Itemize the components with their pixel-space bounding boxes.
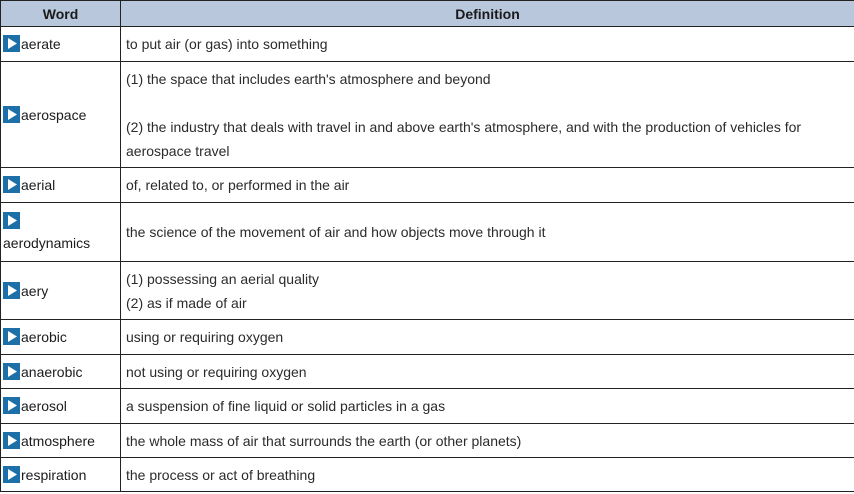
definition-cell bbox=[121, 424, 854, 458]
definition-text: not using or requiring oxygen bbox=[126, 363, 307, 380]
definition-text: the whole mass of air that surrounds the earth (or other planets) bbox=[126, 432, 522, 449]
table-row bbox=[1, 458, 854, 492]
definition-cell bbox=[121, 355, 854, 389]
table-row bbox=[1, 320, 854, 355]
word-label: aerial bbox=[21, 177, 56, 193]
definition-cell bbox=[121, 27, 854, 62]
play-audio-icon[interactable] bbox=[3, 363, 20, 380]
word-cell bbox=[1, 320, 121, 355]
play-audio-icon[interactable] bbox=[3, 212, 20, 229]
definition-text: the process or act of breathing bbox=[126, 466, 316, 483]
definition-cell bbox=[121, 458, 854, 492]
word-cell bbox=[1, 168, 121, 203]
definition-cell bbox=[121, 62, 854, 168]
table-row bbox=[1, 389, 854, 424]
word-cell bbox=[1, 458, 121, 492]
word-label: aerobic bbox=[21, 329, 67, 345]
definition-text: (1) the space that includes earth's atmosphere and beyond bbox=[126, 70, 491, 87]
word-label: respiration bbox=[21, 466, 87, 483]
play-audio-icon[interactable] bbox=[3, 35, 20, 52]
definition-text: (2) the industry that deals with travel in and above earth's atmosphere, and with the production of vehicles for aerospace travel bbox=[126, 118, 802, 159]
play-audio-icon[interactable] bbox=[3, 282, 20, 299]
word-cell bbox=[1, 424, 121, 458]
play-audio-icon[interactable] bbox=[3, 176, 20, 193]
word-cell bbox=[1, 389, 121, 424]
definition-text: of, related to, or performed in the air bbox=[126, 177, 350, 193]
definition-text: a suspension of fine liquid or solid particles in a gas bbox=[126, 398, 446, 414]
table-row bbox=[1, 355, 854, 389]
table-row bbox=[1, 203, 854, 262]
definition-column-header: Definition bbox=[121, 1, 854, 27]
word-label: anaerobic bbox=[21, 363, 83, 380]
table-row bbox=[1, 262, 854, 320]
definition-cell bbox=[121, 389, 854, 424]
play-audio-icon[interactable] bbox=[3, 106, 20, 123]
word-label: aery bbox=[21, 282, 49, 299]
word-cell bbox=[1, 27, 121, 62]
definition-cell bbox=[121, 262, 854, 320]
word-label: aerosol bbox=[21, 398, 67, 414]
word-cell bbox=[1, 62, 121, 168]
word-cell bbox=[1, 262, 121, 320]
definition-cell bbox=[121, 320, 854, 355]
play-audio-icon[interactable] bbox=[3, 432, 20, 449]
word-cell bbox=[1, 203, 121, 262]
table-row bbox=[1, 62, 854, 168]
play-audio-icon[interactable] bbox=[3, 328, 20, 345]
table-row bbox=[1, 424, 854, 458]
header-row bbox=[1, 1, 854, 27]
definition-text: the science of the movement of air and how objects move through it bbox=[126, 224, 546, 240]
definition-text: using or requiring oxygen bbox=[126, 329, 284, 345]
word-label: atmosphere bbox=[21, 432, 95, 449]
definition-text: (2) as if made of air bbox=[126, 294, 247, 311]
table-row bbox=[1, 168, 854, 203]
definition-text: (1) possessing an aerial quality bbox=[126, 270, 319, 287]
word-label: aerate bbox=[21, 36, 61, 52]
play-audio-icon[interactable] bbox=[3, 466, 20, 483]
definition-cell bbox=[121, 168, 854, 203]
word-cell bbox=[1, 355, 121, 389]
definition-cell bbox=[121, 203, 854, 262]
word-column-header: Word bbox=[1, 1, 121, 27]
definition-text: to put air (or gas) into something bbox=[126, 36, 328, 52]
play-audio-icon[interactable] bbox=[3, 397, 20, 414]
word-label: aerodynamics bbox=[3, 235, 91, 251]
word-label: aerospace bbox=[21, 106, 87, 123]
table-row bbox=[1, 27, 854, 62]
